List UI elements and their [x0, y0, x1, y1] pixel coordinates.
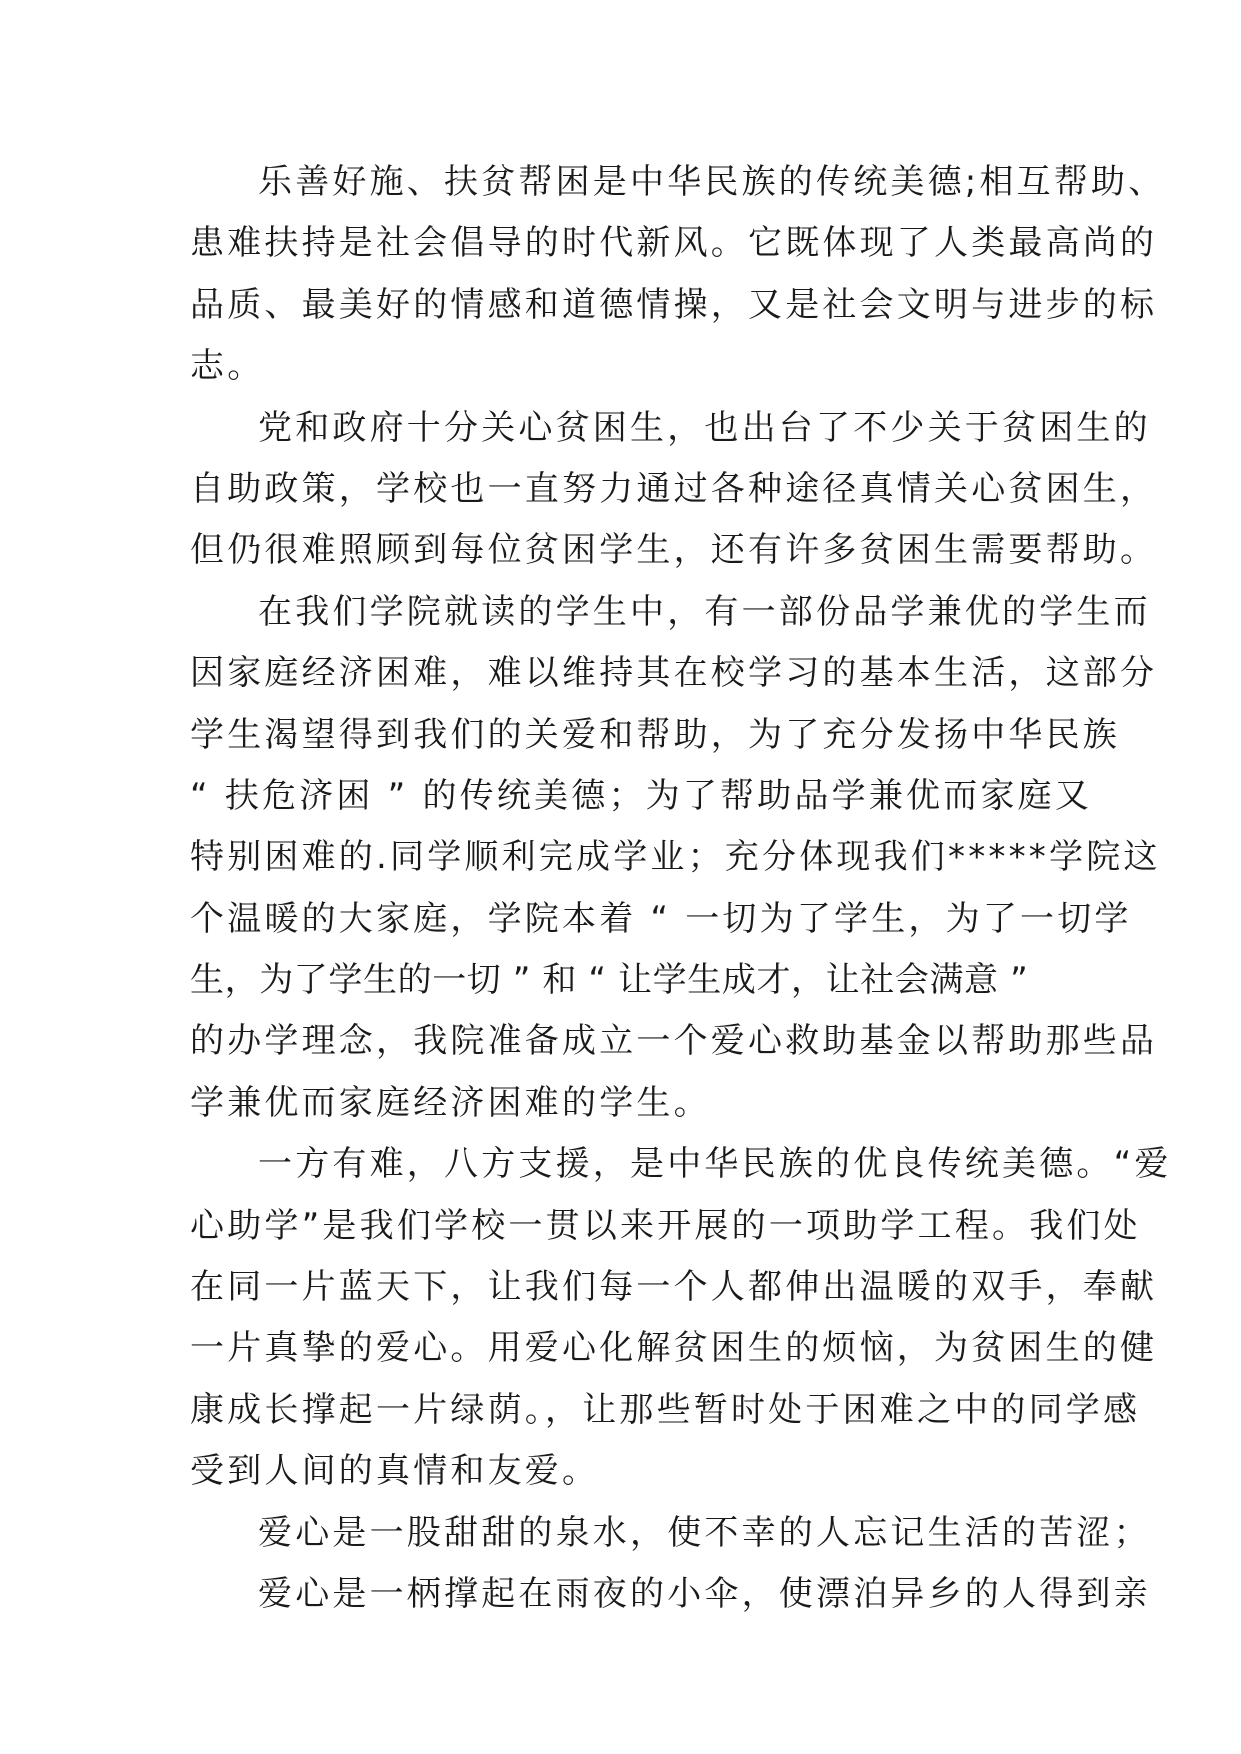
paragraph-3-line-8: 的办学理念，我院准备成立一个爱心救助基金以帮助那些品 — [190, 1021, 1158, 1062]
paragraph-6-line-1: 爱心是一柄撑起在雨夜的小伞，使漂泊异乡的人得到亲 — [258, 1573, 1151, 1614]
paragraph-2-line-1: 党和政府十分关心贫困生，也出台了不少关于贫困生的 — [258, 407, 1151, 448]
paragraph-3-line-5: 特别困难的.同学顺利完成学业；充分体现我们*****学院这 — [190, 837, 1161, 878]
paragraph-4-line-5: 康成长撑起一片绿荫。，让那些暂时处于困难之中的同学感 — [190, 1389, 1141, 1430]
paragraph-1-line-2: 患难扶持是社会倡导的时代新风。它既体现了人类最高尚的 — [190, 223, 1158, 264]
paragraph-1-line-4: 志。 — [190, 346, 265, 387]
paragraph-3-line-7: 生，为了学生的一切 ” 和 “ 让学生成才，让社会满意 ” — [190, 960, 1029, 1001]
document-body — [190, 152, 1172, 1625]
paragraph-2-line-2: 自助政策，学校也一直努力通过各种途径真情关心贫困生， — [190, 468, 1158, 509]
paragraph-4-line-2: 心助学”是我们学校一贯以来开展的一项助学工程。我们处 — [190, 1205, 1141, 1246]
paragraph-4-line-4: 一片真挚的爱心。用爱心化解贫困生的烦恼，为贫困生的健 — [190, 1328, 1158, 1369]
paragraph-3-line-3: 学生渴望得到我们的关爱和帮助，为了充分发扬中华民族 — [190, 714, 1120, 755]
paragraph-5-line-1: 爱心是一股甜甜的泉水，使不幸的人忘记生活的苦涩； — [258, 1512, 1151, 1553]
paragraph-3-line-2: 因家庭经济困难，难以维持其在校学习的基本生活，这部分 — [190, 653, 1158, 694]
paragraph-1-line-3: 品质、最美好的情感和道德情操，又是社会文明与进步的标 — [190, 284, 1158, 325]
paragraph-3-line-1: 在我们学院就读的学生中，有一部份品学兼优的学生而 — [258, 591, 1151, 632]
paragraph-4-line-1: 一方有难，八方支援，是中华民族的优良传统美德。“爱 — [258, 1144, 1172, 1185]
paragraph-4-line-3: 在同一片蓝天下，让我们每一个人都伸出温暖的双手，奉献 — [190, 1267, 1158, 1308]
paragraph-2-line-3: 但仍很难照顾到每位贫困学生，还有许多贫困生需要帮助。 — [190, 530, 1158, 571]
paragraph-4-line-6: 受到人间的真情和友爱。 — [190, 1451, 600, 1492]
paragraph-1-line-1: 乐善好施、扶贫帮困是中华民族的传统美德;相互帮助、 — [258, 162, 1166, 202]
paragraph-3-line-4: “ 扶危济困 ” 的传统美德；为了帮助品学兼优而家庭又 — [190, 775, 1093, 816]
paragraph-3-line-6: 个温暖的大家庭，学院本着 “ 一切为了学生，为了一切学 — [190, 898, 1132, 939]
paragraph-3-line-9: 学兼优而家庭经济困难的学生。 — [190, 1082, 711, 1123]
